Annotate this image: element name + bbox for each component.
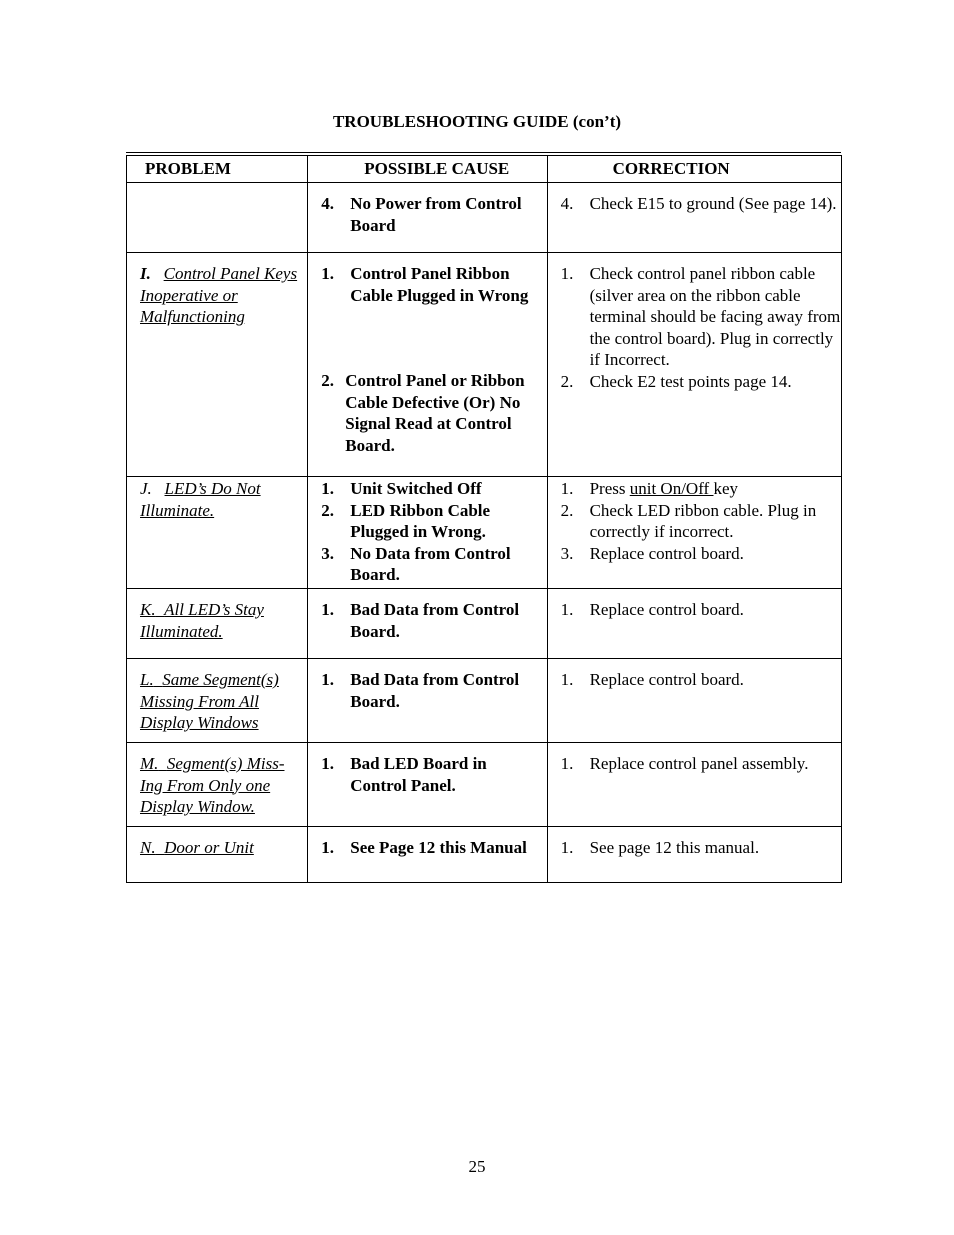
correction-cell bbox=[547, 827, 841, 883]
correction-item: 3. Replace control board. bbox=[560, 543, 744, 563]
problem-cell bbox=[127, 827, 308, 883]
table-top-rule bbox=[126, 152, 841, 153]
correction-item: 1. Check control panel ribbon cable (silver area on the ribbon cable terminal should be facing away from the control board). Plug in correctly if Incorrect. bbox=[560, 264, 841, 369]
correction-item: 4. Check E15 to ground (See page 14). bbox=[560, 194, 837, 213]
problem-cell bbox=[127, 659, 308, 743]
cause-item: 1. Bad Data from Control Board. bbox=[321, 600, 520, 641]
correction-cell bbox=[547, 589, 841, 659]
correction-item: 2. Check E2 test points page 14. bbox=[560, 371, 792, 391]
correction-cell bbox=[547, 477, 841, 589]
correction-item: 1. See page 12 this manual. bbox=[560, 838, 760, 857]
page-title: TROUBLESHOOTING GUIDE (con’t) bbox=[332, 112, 622, 131]
cause-item: 4. No Power from Control Board bbox=[321, 194, 522, 235]
cause-item: 3. No Data from Control Board. bbox=[321, 543, 511, 584]
correction-item: 2. Check LED ribbon cable. Plug in correctly if incorrect. bbox=[560, 500, 817, 541]
problem-prefix: J. bbox=[140, 479, 152, 498]
cause-item: 1. See Page 12 this Manual bbox=[321, 838, 527, 857]
table-row bbox=[127, 743, 842, 827]
correction-cell bbox=[547, 183, 841, 253]
problem-cell bbox=[127, 589, 308, 659]
table-row bbox=[127, 183, 842, 253]
cause-cell bbox=[308, 589, 547, 659]
cause-item: 1. Control Panel Ribbon Cable Plugged in Wrong bbox=[321, 264, 529, 305]
cause-item: 1. Bad Data from Control Board. bbox=[321, 670, 520, 711]
cause-item: 2. LED Ribbon Cable Plugged in Wrong. bbox=[321, 500, 491, 541]
correction-cell bbox=[547, 743, 841, 827]
problem-text: Control Panel Keys Inoperative or Malfunctioning bbox=[140, 264, 298, 326]
cause-cell bbox=[308, 743, 547, 827]
problem-cell bbox=[127, 183, 308, 253]
cause-cell bbox=[308, 253, 547, 477]
cause-item: 1. Bad LED Board in Control Panel. bbox=[321, 754, 487, 795]
problem-prefix: I. bbox=[140, 264, 151, 283]
cause-cell bbox=[308, 659, 547, 743]
table-row bbox=[127, 477, 842, 589]
problem-text: K. All LED’s Stay Illuminated. bbox=[140, 600, 264, 641]
problem-text: L. Same Segment(s) Missing From All Display Windows bbox=[140, 670, 279, 732]
table-row bbox=[127, 589, 842, 659]
problem-text: N. Door or Unit bbox=[140, 838, 254, 857]
correction-item: 1. Replace control board. bbox=[560, 600, 744, 619]
problem-cell bbox=[127, 253, 308, 477]
correction-cell bbox=[547, 659, 841, 743]
header-correction: CORRECTION bbox=[547, 156, 841, 183]
header-cause: POSSIBLE CAUSE bbox=[308, 156, 547, 183]
problem-text: LED’s Do Not Illuminate. bbox=[140, 479, 261, 520]
problem-text: M. Segment(s) Miss-Ing From Only one Display Window. bbox=[140, 754, 285, 816]
problem-cell bbox=[127, 743, 308, 827]
correction-item: 1. Press unit On/Off key bbox=[560, 479, 739, 498]
cause-cell bbox=[308, 183, 547, 253]
cause-item: 1. Unit Switched Off bbox=[321, 479, 482, 498]
header-row bbox=[127, 156, 842, 183]
correction-cell bbox=[547, 253, 841, 477]
table-row bbox=[127, 827, 842, 883]
correction-item: 1. Replace control panel assembly. bbox=[560, 754, 809, 773]
problem-cell bbox=[127, 477, 308, 589]
header-problem: PROBLEM bbox=[127, 156, 308, 183]
cause-item: 2. Control Panel or Ribbon Cable Defective (Or) No Signal Read at Control Board. bbox=[321, 371, 525, 455]
cause-cell bbox=[308, 477, 547, 589]
cause-cell bbox=[308, 827, 547, 883]
table-row bbox=[127, 253, 842, 477]
troubleshooting-table bbox=[126, 155, 842, 883]
correction-item: 1. Replace control board. bbox=[560, 670, 744, 689]
page-number: 25 bbox=[468, 1157, 486, 1176]
table-row bbox=[127, 659, 842, 743]
